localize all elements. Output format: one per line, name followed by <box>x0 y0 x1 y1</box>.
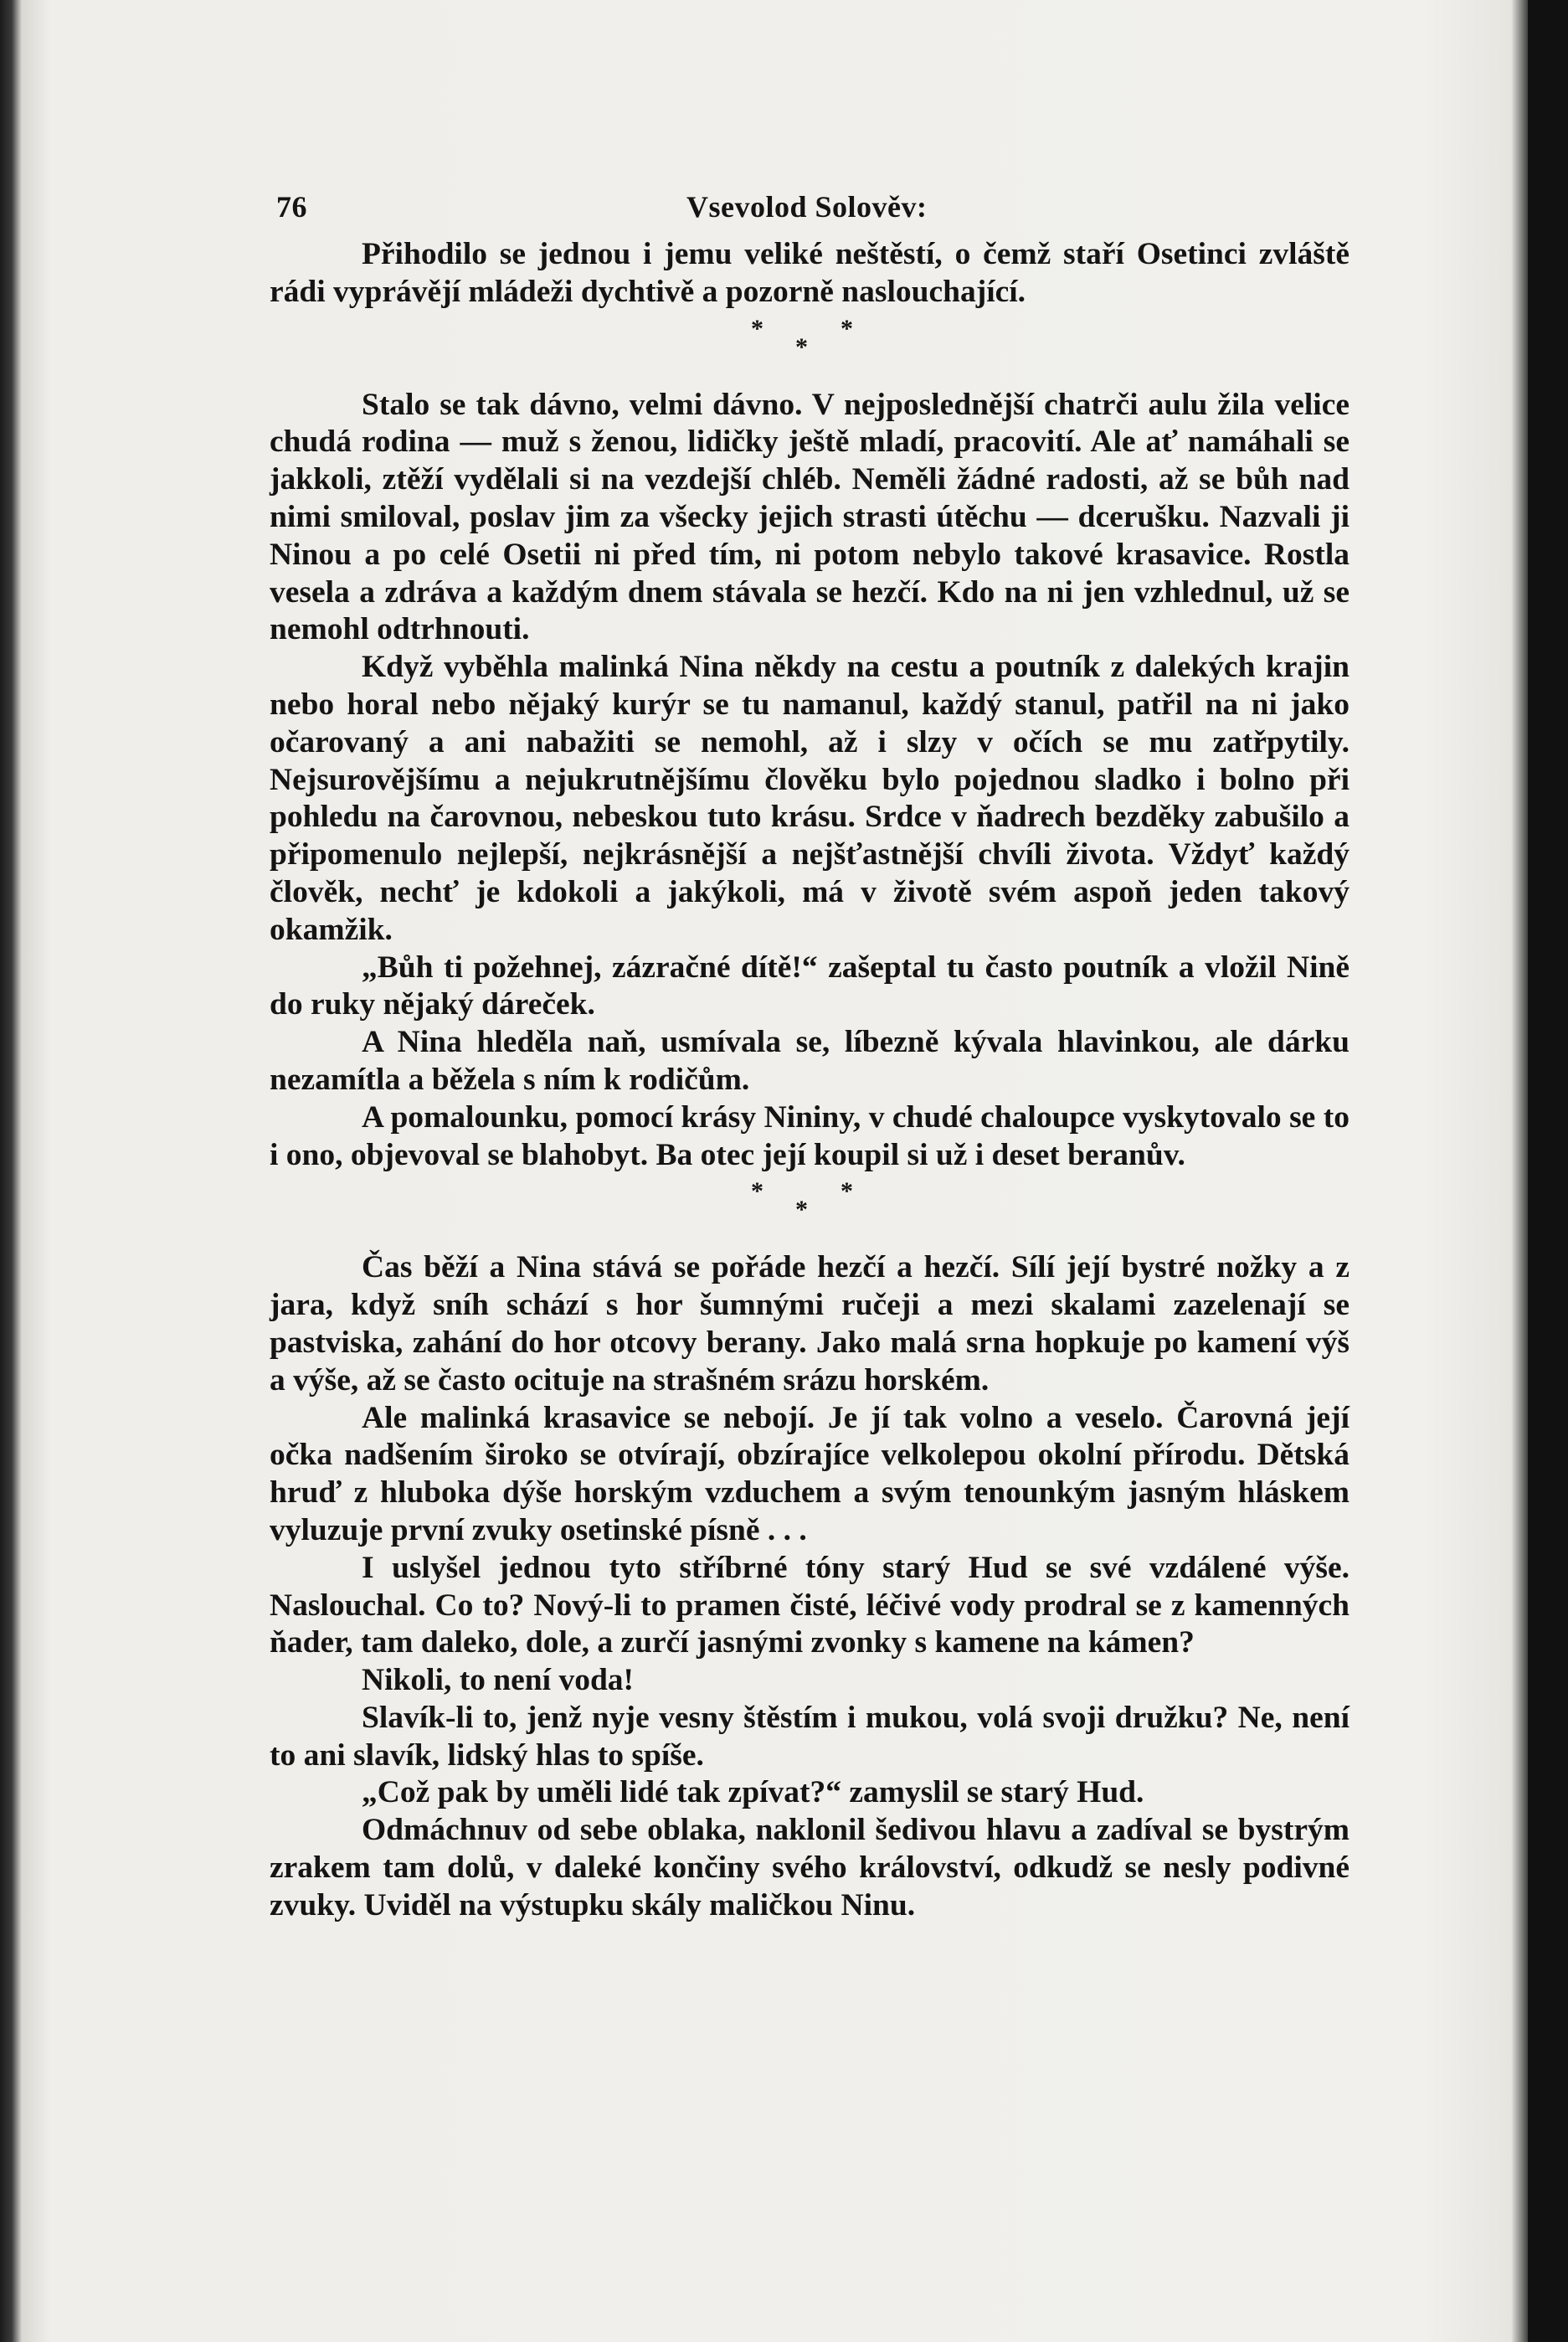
paragraph: Čas běží a Nina stává se pořáde hezčí a hezčí. Sílí její bystré nožky a z jara, když sníh schází s hor šumnými ručeji a mezi skalami zazelenají se pastviska, zahání do hor otcovy berany. Jako malá srna hopkuje po kamení výš a výše, až se často ocituje na strašném srázu horském. <box>270 1250 1350 1397</box>
asterisk: * <box>751 1177 763 1206</box>
asterisk: * <box>841 1177 853 1206</box>
asterisk: * <box>795 1196 808 1224</box>
paragraph: I uslyšel jednou tyto stříbrné tóny starý Hud se své vzdálené výše. Naslouchal. Co to? Nový-li to pramen čisté, léčivé vody prodral se z kamenných ňader, tam daleko, dole, a zurčí jasnými zvonky s kamene na kámen? <box>270 1550 1350 1660</box>
page-number: 76 <box>276 190 307 224</box>
paragraph: A Nina hleděla naň, usmívala se, líbezně kývala hlavinkou, ale dárku nezamítla a běžela s ním k rodičům. <box>270 1025 1350 1097</box>
book-page <box>270 189 1350 1925</box>
paragraph: „Bůh ti požehnej, zázračné dítě!“ zašeptal tu často poutník a vložil Nině do ruky nějaký dáreček. <box>270 950 1350 1022</box>
paragraph: Nikoli, to není voda! <box>362 1663 635 1698</box>
paragraph: Stalo se tak dávno, velmi dávno. V nejposlednější chatrči aulu žila velice chudá rodina — muž s ženou, lidičky ještě mladí, pracovití. Ale ať namáhali se jakkoli, ztěží vydělali si na vezdejší chléb. Neměli žádné radosti, až se bůh nad nimi smiloval, poslav jim za všecky jejich strasti útěchu — dcerušku. Nazvali ji Ninou a po celé Osetii ni před tím, ni potom nebylo takové krasavice. Rostla vesela a zdráva a každým dnem stávala se hezčí. Kdo na ni jen vzhlednul, už se nemohl odtrhnouti. <box>270 387 1350 647</box>
running-head <box>270 189 1350 236</box>
paragraph: Když vyběhla malinká Nina někdy na cestu a poutník z dalekých krajin nebo horal nebo nějaký kurýr se tu namanul, každý stanul, patřil na ni jako očarovaný a ani nabažiti se nemohl, až i slzy v očích se mu zatřpytily. Nejsurovějšímu a nejukrutnějšímu člověku bylo pojednou sladko i bolno při pohledu na čarovnou, nebeskou tuto krásu. Srdce v ňadrech bezděky zabušilo a připomenulo nejlepší, nejkrásnější a nejšťastnější chvíli života. Vždyť každý člověk, nechť je kdokoli a jakýkoli, má v životě svém aspoň jeden takový okamžik. <box>270 650 1350 947</box>
asterisk: * <box>751 314 763 342</box>
paragraph: Odmáchnuv od sebe oblaka, naklonil šedivou hlavu a zadíval se bystrým zrakem tam dolů, v daleké končiny svého království, odkudž se nesly podivné zvuky. Uviděl na výstupku skály maličkou Ninu. <box>270 1813 1350 1922</box>
section-separator <box>270 311 1350 367</box>
paragraph: „Což pak by uměli lidé tak zpívat?“ zamyslil se starý Hud. <box>362 1775 1144 1810</box>
section-separator <box>270 1174 1350 1229</box>
paragraph: Slavík-li to, jenž nyje vesny štěstím i mukou, volá svoji družku? Ne, není to ani slavík, lidský hlas to spíše. <box>270 1700 1350 1773</box>
header-title: Vsevolod Solověv: <box>686 190 928 224</box>
paragraph: Přihodilo se jednou i jemu veliké neštěstí, o čemž staří Osetinci zvláště rádi vyprávějí mládeži dychtivě a pozorně naslouchající. <box>270 237 1350 309</box>
paragraph: Ale malinká krasavice se nebojí. Je jí tak volno a veselo. Čarovná její očka nadšením široko se otvírají, obzírajíce velkolepou okolní přírodu. Dětská hruď z hluboka dýše horským vzduchem a svým tenounkým jasným hláskem vyluzuje první zvuky osetinské písně . . . <box>270 1400 1350 1547</box>
asterisk: * <box>795 332 808 361</box>
scan-dark-edge <box>1528 0 1568 2342</box>
paragraph: A pomalounku, pomocí krásy Nininy, v chudé chaloupce vyskytovalo se to i ono, objevoval se blahobyt. Ba otec její koupil si už i deset beranův. <box>270 1099 1350 1172</box>
asterisk: * <box>841 314 853 342</box>
